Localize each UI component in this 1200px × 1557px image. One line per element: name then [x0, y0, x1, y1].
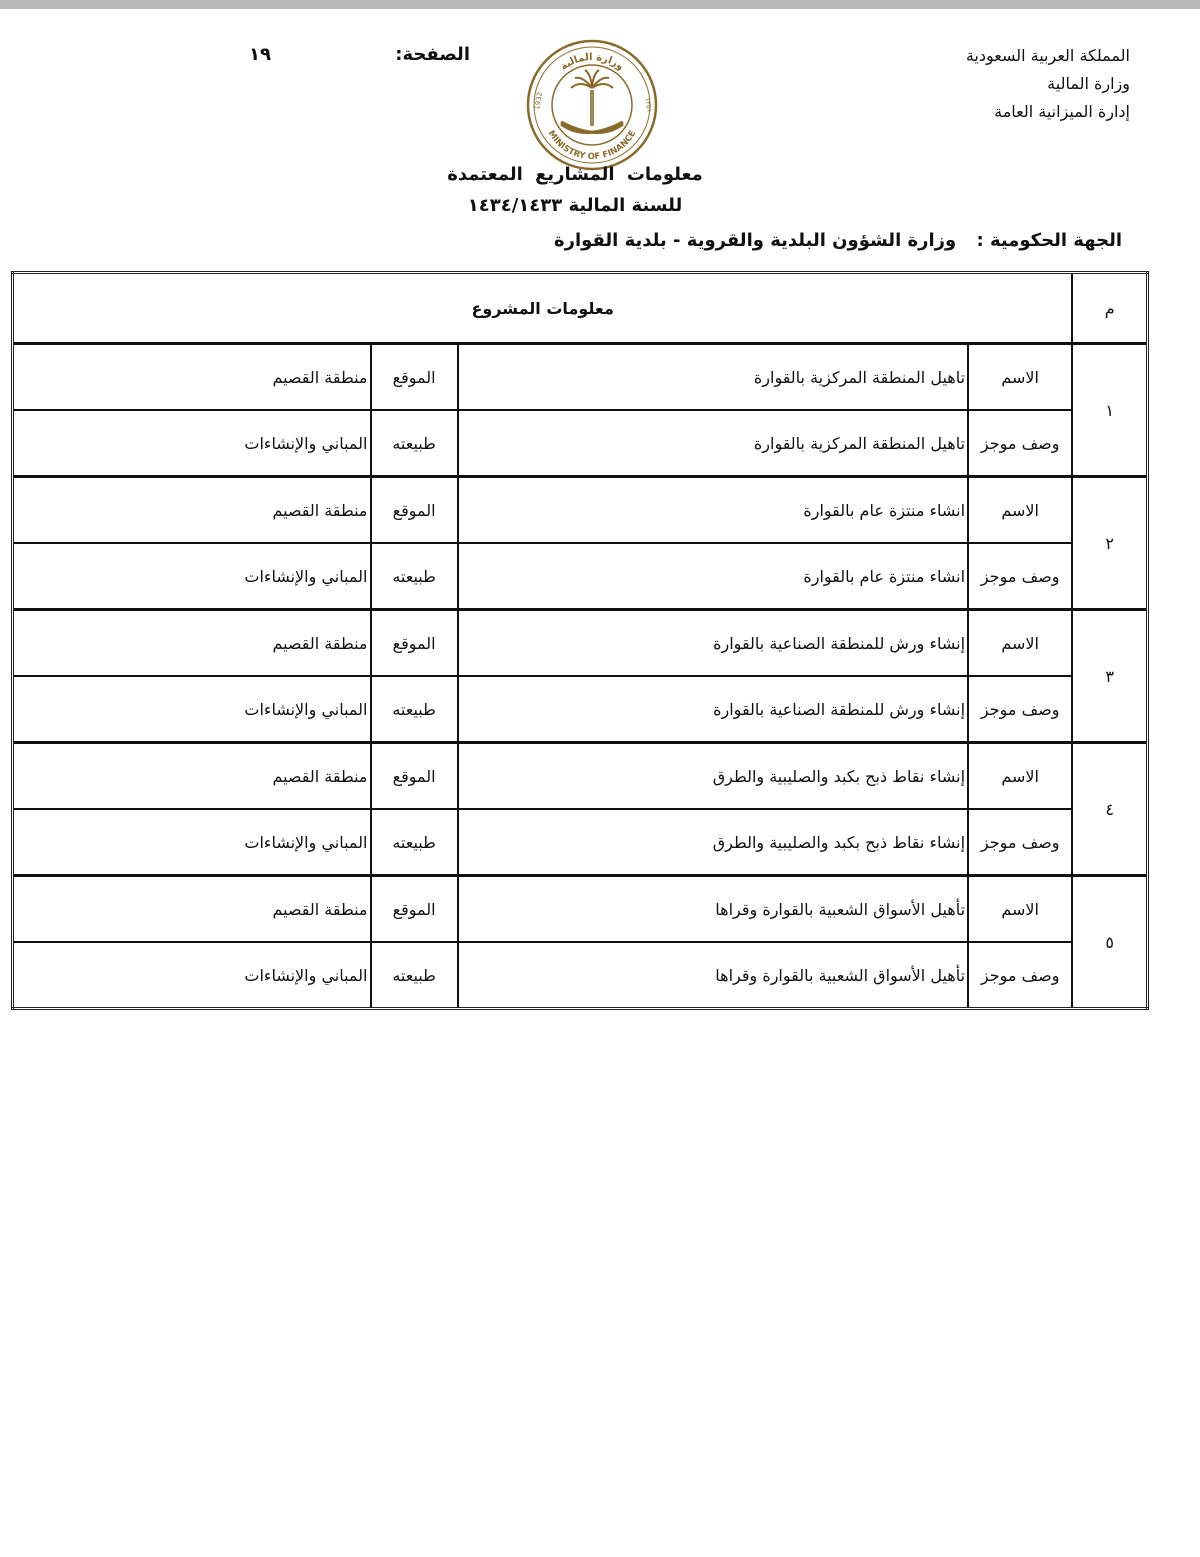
project-serial: ٥: [1072, 876, 1147, 1009]
project-serial: ٢: [1072, 477, 1147, 610]
header-project-info: معلومات المشروع: [13, 273, 1073, 344]
project-name: إنشاء نقاط ذبح بكبد والصليبية والطرق: [458, 743, 968, 810]
project-location: منطقة القصيم: [13, 743, 371, 810]
svg-text:1932: 1932: [533, 91, 545, 111]
ministry-name: وزارة المالية: [1047, 74, 1130, 93]
project-name: إنشاء ورش للمنطقة الصناعية بالقوارة: [458, 610, 968, 677]
svg-text:١٣٥١: ١٣٥١: [643, 96, 654, 114]
project-nature: المباني والإنشاءات: [13, 942, 371, 1009]
department-name: إدارة الميزانية العامة: [994, 102, 1130, 121]
project-location: منطقة القصيم: [13, 876, 371, 943]
project-name: تاهيل المنطقة المركزية بالقوارة: [458, 344, 968, 411]
project-location: منطقة القصيم: [13, 477, 371, 544]
table-row: [13, 610, 1148, 677]
nature-label: طبيعته: [371, 410, 458, 477]
table-row: [13, 876, 1148, 943]
project-name: انشاء منتزة عام بالقوارة: [458, 477, 968, 544]
project-description: تاهيل المنطقة المركزية بالقوارة: [458, 410, 968, 477]
name-label: الاسم: [968, 477, 1072, 544]
scan-top-bar: [0, 0, 1200, 9]
project-nature: المباني والإنشاءات: [13, 543, 371, 610]
project-description: تأهيل الأسواق الشعبية بالقوارة وقراها: [458, 942, 968, 1009]
table-row: [13, 477, 1148, 544]
government-entity: [554, 230, 1122, 251]
government-entity-label: الجهة الحكومية :: [976, 230, 1122, 251]
description-label: وصف موجز: [968, 942, 1072, 1009]
government-entity-value: وزارة الشؤون البلدية والقروية - بلدية القوارة: [554, 230, 957, 251]
location-label: الموقع: [371, 743, 458, 810]
projects-table: [11, 271, 1149, 1010]
project-description: إنشاء نقاط ذبح بكبد والصليبية والطرق: [458, 809, 968, 876]
name-label: الاسم: [968, 344, 1072, 411]
project-location: منطقة القصيم: [13, 610, 371, 677]
project-serial: ٤: [1072, 743, 1147, 876]
description-label: وصف موجز: [968, 543, 1072, 610]
project-location: منطقة القصيم: [13, 344, 371, 411]
page-number: ١٩: [249, 44, 271, 65]
project-description: إنشاء ورش للمنطقة الصناعية بالقوارة: [458, 676, 968, 743]
table-row: [13, 410, 1148, 477]
location-label: الموقع: [371, 477, 458, 544]
page-label: الصفحة:: [395, 44, 470, 65]
table-row: [13, 942, 1148, 1009]
kingdom-name: المملكة العربية السعودية: [965, 46, 1130, 65]
table-row: [13, 543, 1148, 610]
fiscal-year-subtitle: للسنة المالية ١٤٣٤/١٤٣٣: [467, 195, 683, 216]
location-label: الموقع: [371, 610, 458, 677]
nature-label: طبيعته: [371, 809, 458, 876]
location-label: الموقع: [371, 876, 458, 943]
name-label: الاسم: [968, 743, 1072, 810]
svg-text:وزارة المالية: وزارة المالية: [558, 51, 626, 73]
location-label: الموقع: [371, 344, 458, 411]
project-serial: ٣: [1072, 610, 1147, 743]
nature-label: طبيعته: [371, 942, 458, 1009]
table-row: [13, 676, 1148, 743]
description-label: وصف موجز: [968, 676, 1072, 743]
project-nature: المباني والإنشاءات: [13, 809, 371, 876]
nature-label: طبيعته: [371, 676, 458, 743]
document-title: معلومات المشاريع المعتمدة: [447, 164, 703, 185]
name-label: الاسم: [968, 876, 1072, 943]
ministry-seal-logo: [525, 38, 659, 172]
description-label: وصف موجز: [968, 410, 1072, 477]
nature-label: طبيعته: [371, 543, 458, 610]
name-label: الاسم: [968, 610, 1072, 677]
issuer-block: [810, 42, 1130, 126]
description-label: وصف موجز: [968, 809, 1072, 876]
table-row: [13, 743, 1148, 810]
table-row: [13, 344, 1148, 411]
project-nature: المباني والإنشاءات: [13, 676, 371, 743]
header-serial: م: [1072, 273, 1147, 344]
project-name: تأهيل الأسواق الشعبية بالقوارة وقراها: [458, 876, 968, 943]
svg-text:MINISTRY OF FINANCE: MINISTRY OF FINANCE: [545, 128, 639, 163]
project-description: انشاء منتزة عام بالقوارة: [458, 543, 968, 610]
table-row: [13, 809, 1148, 876]
project-nature: المباني والإنشاءات: [13, 410, 371, 477]
project-serial: ١: [1072, 344, 1147, 477]
table-header-row: [13, 273, 1148, 344]
